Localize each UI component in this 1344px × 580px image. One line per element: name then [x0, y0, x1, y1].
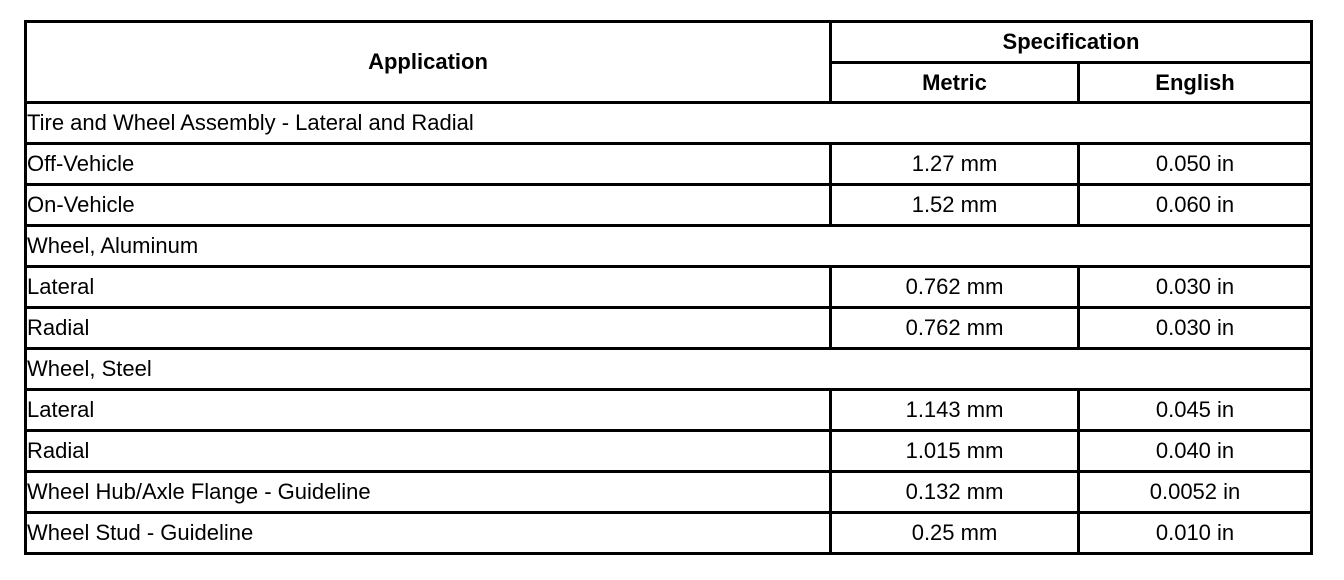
- section-heading: Wheel, Aluminum: [26, 226, 1312, 267]
- table-row: [26, 103, 1312, 144]
- english-cell: 0.050 in: [1079, 144, 1312, 185]
- table-row: [26, 472, 1312, 513]
- table-row: [26, 390, 1312, 431]
- english-header: English: [1079, 63, 1312, 103]
- metric-cell: 0.762 mm: [831, 267, 1079, 308]
- table-row: [26, 185, 1312, 226]
- application-cell: Radial: [26, 308, 831, 349]
- english-cell: 0.060 in: [1079, 185, 1312, 226]
- english-cell: 0.010 in: [1079, 513, 1312, 554]
- table-row: [26, 431, 1312, 472]
- english-cell: 0.040 in: [1079, 431, 1312, 472]
- english-cell: 0.0052 in: [1079, 472, 1312, 513]
- metric-cell: 1.52 mm: [831, 185, 1079, 226]
- application-cell: Off-Vehicle: [26, 144, 831, 185]
- application-cell: Radial: [26, 431, 831, 472]
- metric-cell: 1.143 mm: [831, 390, 1079, 431]
- runout-spec-table: [24, 20, 1313, 555]
- application-cell: Wheel Hub/Axle Flange - Guideline: [26, 472, 831, 513]
- table-row: [26, 144, 1312, 185]
- metric-cell: 0.132 mm: [831, 472, 1079, 513]
- metric-header: Metric: [831, 63, 1079, 103]
- section-heading: Tire and Wheel Assembly - Lateral and Radial: [26, 103, 1312, 144]
- metric-cell: 0.25 mm: [831, 513, 1079, 554]
- metric-cell: 0.762 mm: [831, 308, 1079, 349]
- english-cell: 0.030 in: [1079, 267, 1312, 308]
- table-row: [26, 513, 1312, 554]
- english-cell: 0.045 in: [1079, 390, 1312, 431]
- english-cell: 0.030 in: [1079, 308, 1312, 349]
- application-cell: Lateral: [26, 267, 831, 308]
- application-cell: Lateral: [26, 390, 831, 431]
- application-cell: On-Vehicle: [26, 185, 831, 226]
- table-row: [26, 267, 1312, 308]
- application-cell: Wheel Stud - Guideline: [26, 513, 831, 554]
- table-row: [26, 308, 1312, 349]
- section-heading: Wheel, Steel: [26, 349, 1312, 390]
- specification-header: Specification: [831, 22, 1312, 63]
- metric-cell: 1.015 mm: [831, 431, 1079, 472]
- table-row: [26, 349, 1312, 390]
- application-header: Application: [26, 22, 831, 103]
- metric-cell: 1.27 mm: [831, 144, 1079, 185]
- table-row: [26, 226, 1312, 267]
